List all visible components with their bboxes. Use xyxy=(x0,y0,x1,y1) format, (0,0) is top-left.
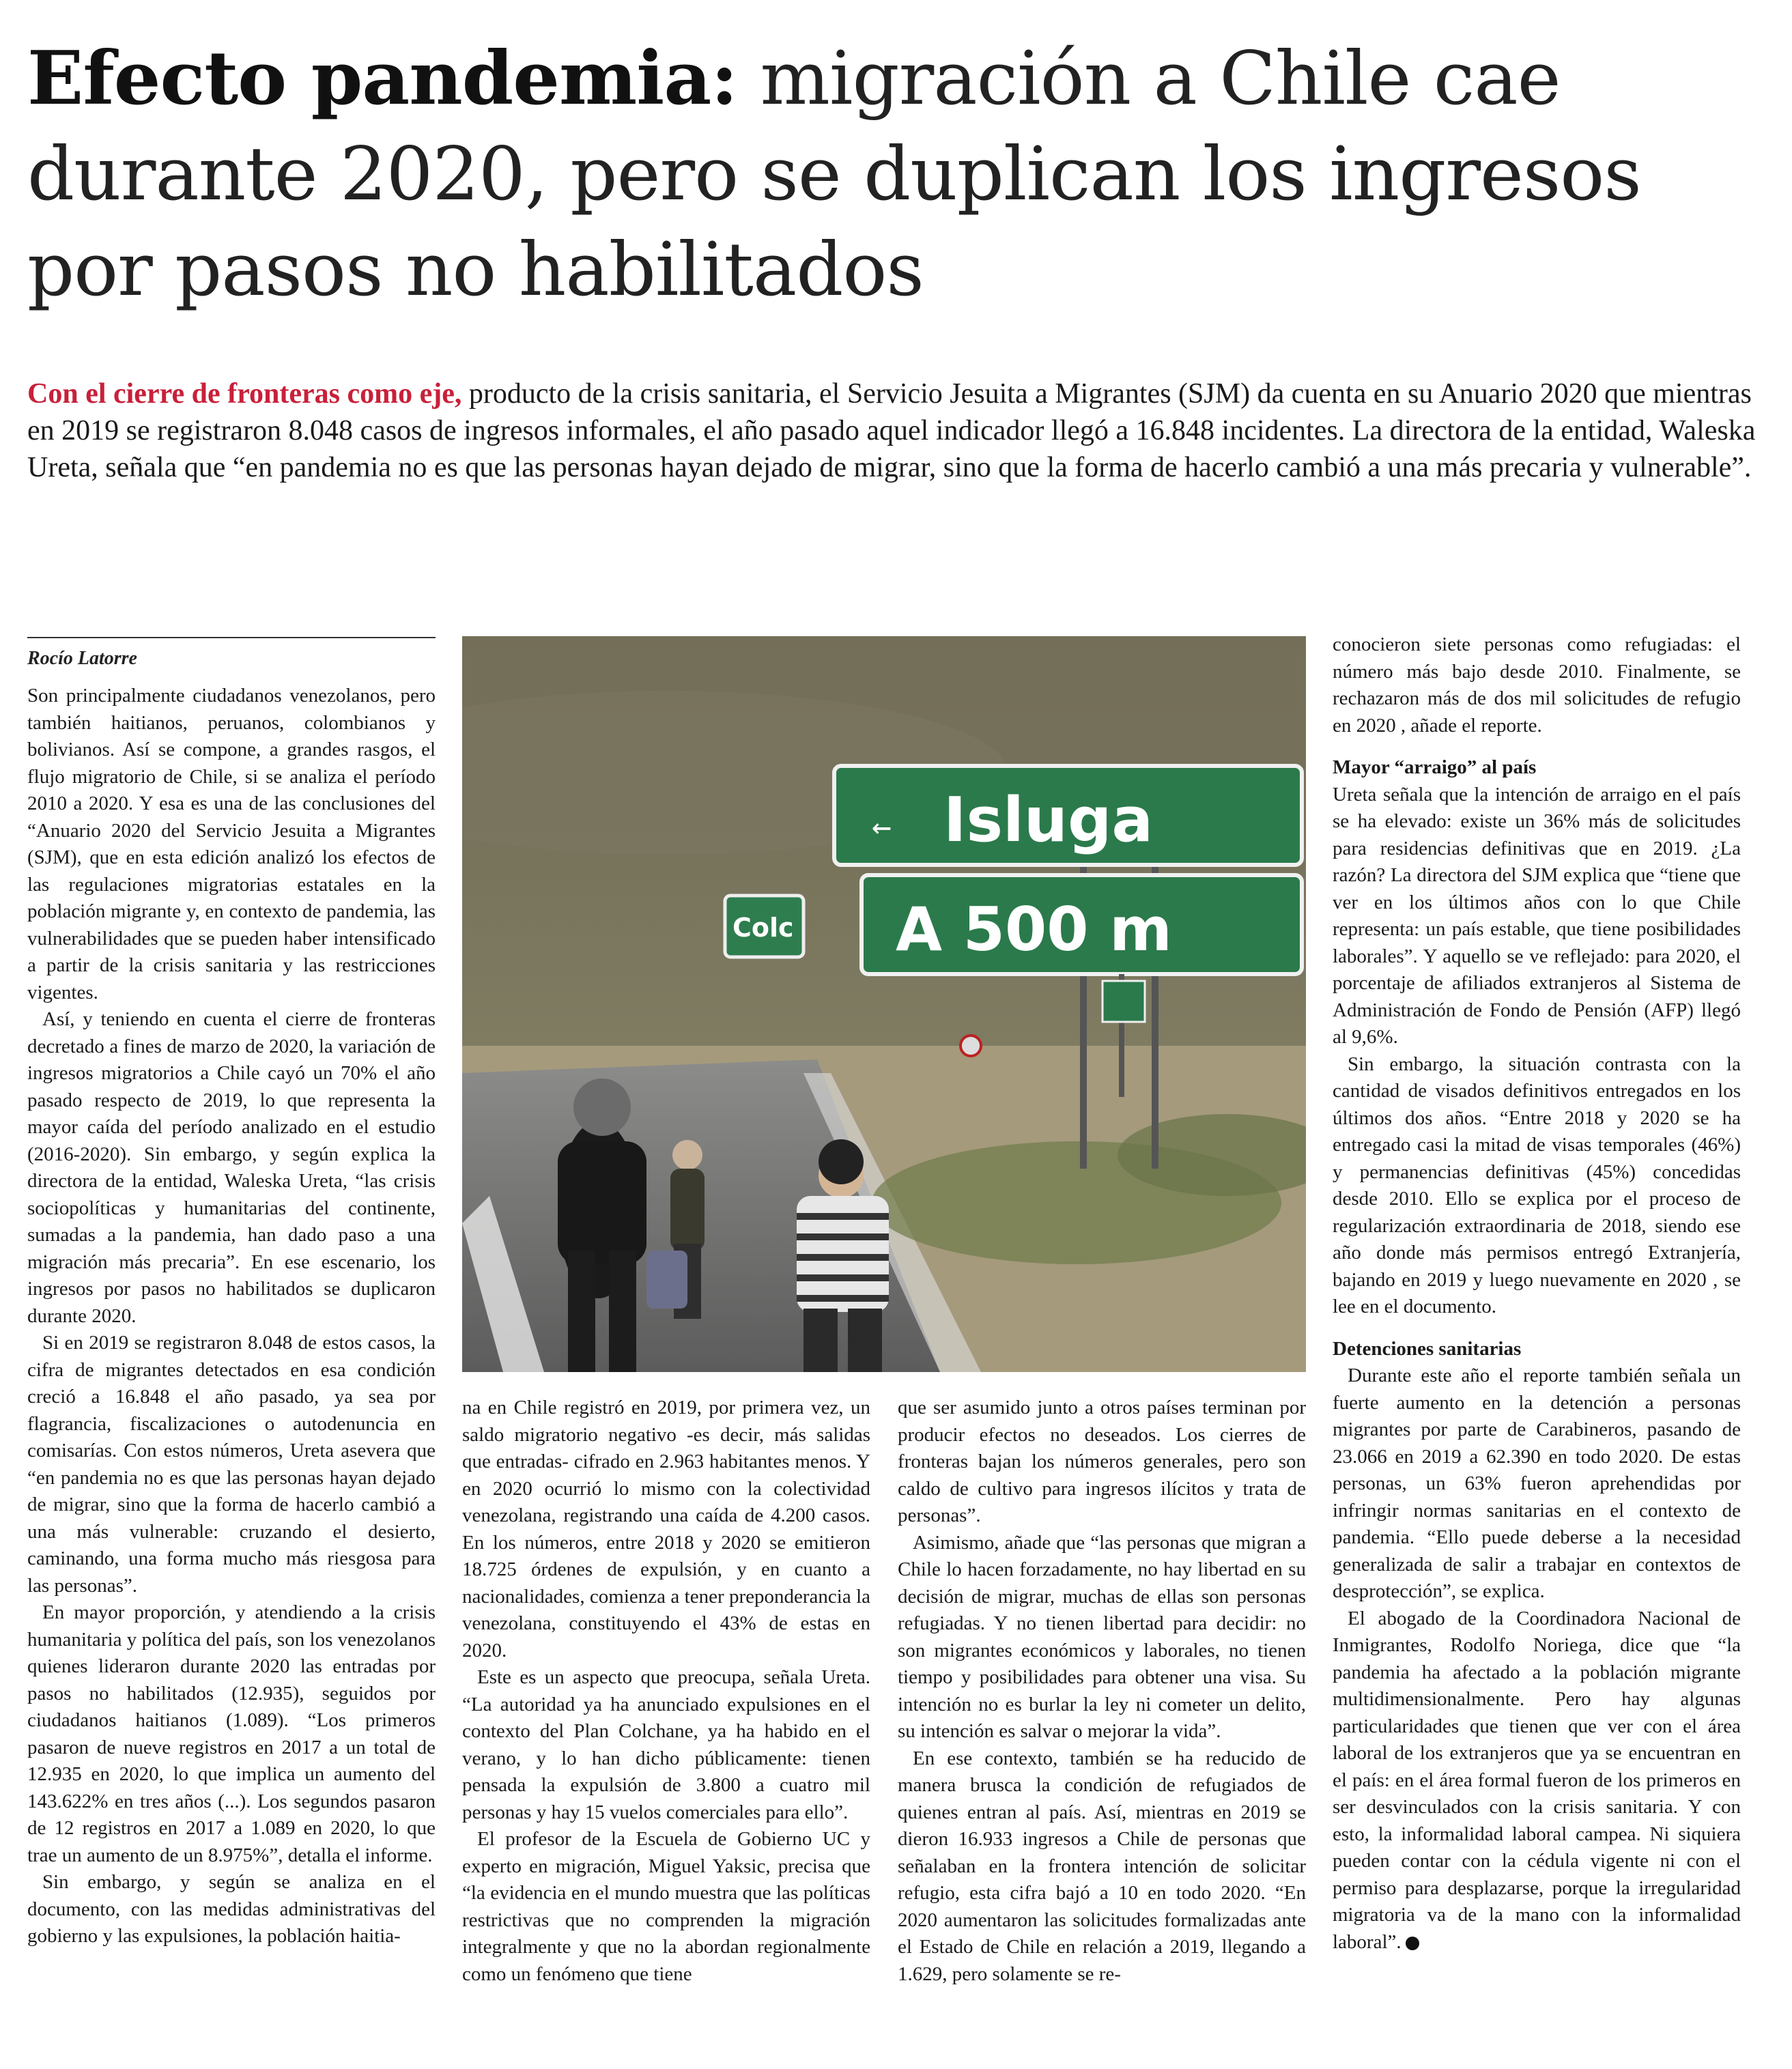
lead-paragraph xyxy=(27,375,1761,486)
headline-rest: migración a Chile cae durante 2020, pero se duplican los ingresos por pasos no habilitados xyxy=(27,36,1641,313)
column-2 xyxy=(462,1395,870,1988)
col3-paragraph-3: En ese contexto, también se ha reducido de manera brusca la condición de refugiados de quienes entran al país. Así, mientras en 2019 se dieron 16.933 ingresos a Chile de personas que señalaban en la frontera intención de solicitar refugio, esta cifra bajó a 10 en todo 2020. “En 2020 aumentaron las solicitudes formalizadas ante el Estado de Chile en relación a 2019, llegando a 1.629, pero solamente se re- xyxy=(898,1747,1306,1985)
col1-paragraph-2: Así, y teniendo en cuenta el cierre de fronteras decretado a fines de marzo de 2020, la variación de ingresos migratorios a Chile cayó un 70% el año pasado respecto de 2019, lo que representa la mayor caída del período analizado en el estudio (2016-2020). Sin embargo, y según explica la directora de la entidad, Waleska Ureta, “las crisis sociopolíticas y humanitarias del continente, sumadas a la pandemia, han dado paso a una migración más precaria”. En ese escenario, los ingresos por pasos no habilitados se duplicaron durante 2020. xyxy=(27,1008,436,1327)
headline-bold: Efecto pandemia: xyxy=(27,35,738,122)
col4-paragraph-1: conocieron siete personas como refugiadas: el número más bajo desde 2010. Finalmente, se rechazaron más de dos mil solicitudes de refugio en 2020 , añade el reporte. xyxy=(1333,633,1741,737)
byline: Rocío Latorre xyxy=(27,637,436,670)
col4-paragraph-5 xyxy=(1333,1606,1741,1956)
col3-paragraph-2: Asimismo, añade que “las personas que migran a Chile lo hacen forzadamente, no hay libertad en su decisión de migrar, muchas de ellas son personas refugiadas. Y no tienen libertad para decidir: no son migrantes económicos y laborales, no tienen tiempo y posibilidades para obtener una visa. Su intención no es burlar la ley ni cometer un delito, su intención es salvar o mejorar la vida”. xyxy=(898,1531,1306,1742)
photo-illustration xyxy=(462,636,1306,1372)
lead-text: producto de la crisis sanitaria, el Servicio Jesuita a Migrantes (SJM) da cuenta en su Anuario 2020 que mientras en 2019 se registraron 8.048 casos de ingresos informales, el año pasado aquel indicador llegó a 16.848 incidentes. La directora de la entidad, Waleska Ureta, señala que “en pandemia no es que las personas hayan dejado de migrar, sino que la forma de hacerlo cambió a una más precaria y vulnerable”. xyxy=(27,378,1756,483)
col1-paragraph-1: Son principalmente ciudadanos venezolanos, pero también haitianos, peruanos, colombianos y bolivianos. Así se compone, a grandes rasgos, el flujo migratorio de Chile, si se analiza el período 2010 a 2020. Y esa es una de las conclusiones del “Anuario 2020 del Servicio Jesuita a Migrantes (SJM), que en esta edición analizó los efectos de las regulaciones migratorias estatales en la población migrante y, en contexto de pandemia, las vulnerabilidades que se pueden haber intensificado a partir de la crisis sanitaria y las restricciones vigentes. xyxy=(27,685,436,1003)
col2-paragraph-3: El profesor de la Escuela de Gobierno UC y experto en migración, Miguel Yaksic, precisa que “la evidencia en el mundo muestra que las políticas restrictivas que no comprenden la migración integralmente y que no la abordan regionalmente como un fenómeno que tiene xyxy=(462,1828,870,1985)
end-of-article-icon xyxy=(1406,1937,1419,1950)
lead-kicker: Con el cierre de fronteras como eje, xyxy=(27,378,462,410)
sign-small-text: Colc xyxy=(733,913,794,943)
col4-paragraph-4: Durante este año el reporte también señala un fuerte aumento en la detención a personas migrantes por parte de Carabineros, pasando de 23.066 en 2019 a 62.390 en todo 2020. De estas personas, un 63% fueron aprehendidas por infringir normas sanitarias en el contexto de pandemia. “Ello puede deberse a la necesidad generalizada de salir a trabajar en contextos de desprotección”, se explica. xyxy=(1333,1365,1741,1602)
headline xyxy=(27,31,1775,318)
photo-migrants-road xyxy=(462,636,1306,1372)
col1-paragraph-3: Si en 2019 se registraron 8.048 de estos casos, la cifra de migrantes detectados en esa condición creció a 16.848 el año pasado, ya sea por flagrancia, fiscalizaciones o autodenuncia en comisarías. Con estos números, Ureta asevera que “en pandemia no es que las personas hayan dejado de migrar, sino que la forma de hacerlo cambió a una más vulnerable: cruzando el desierto, caminando, una forma mucho más riesgosa para las personas”. xyxy=(27,1332,436,1597)
col4-paragraph-3: Sin embargo, la situación contrasta con la cantidad de visados definitivos entregados en los últimos dos años. “Entre 2018 y 2020 se ha entregado casi la mitad de visas temporales (46%) y permanencias definitivas (45%) concedidas desde 2010. Ello se explica por el proceso de regularización extraordinaria de 2018, siendo ese año donde más permisos entregó Extranjería, bajando en 2019 y luego nuevamente en 2020 , se lee en el documento. xyxy=(1333,1053,1741,1317)
subhead-arraigo: Mayor “arraigo” al país xyxy=(1333,756,1537,778)
column-3 xyxy=(898,1395,1306,1988)
col4-paragraph-2: Ureta señala que la intención de arraigo en el país se ha elevado: existe un 36% más de solicitudes para residencias definitivas que en 2019. ¿La razón? La directora del SJM explica que “tiene que ver en los últimos años con lo que Chile representa: un país estable, que tiene posibilidades laborales”. Y aquello se ve reflejado: para 2020, el porcentaje de afiliados extranjeros al Sistema de Administración de Fondo de Pensión (AFP) llegó al 9,6%. xyxy=(1333,783,1741,1048)
col2-paragraph-2: Este es un aspecto que preocupa, señala Ureta. “La autoridad ya ha anunciado expulsiones en el contexto del Plan Colchane, ya ha habido en el verano, y lo han dicho públicamente: tienen pensada la expulsión de 3.800 a cuatro mil personas y hay 15 vuelos comerciales para ello”. xyxy=(462,1666,870,1823)
col1-paragraph-5: Sin embargo, y según se analiza en el documento, con las medidas administrativas del gobierno y las expulsiones, la población haitia- xyxy=(27,1871,436,1947)
column-4 xyxy=(1333,631,1741,1956)
sign-arrow-icon: ← xyxy=(872,808,892,846)
col2-paragraph-1: na en Chile registró en 2019, por primera vez, un saldo migratorio negativo -es decir, más salidas que entradas- cifrado en 2.963 habitantes menos. Y en 2020 ocurrió lo mismo con la colectividad venezolana, registrando una caída de 4.200 casos. En los números, entre 2018 y 2020 se emitieron 18.725 órdenes de expulsión, y en cuanto a nacionalidades, comienza a tener preponderancia la venezolana, constituyendo el 43% de estas en 2020. xyxy=(462,1397,870,1661)
sign-top-text: Isluga xyxy=(943,784,1154,856)
col3-paragraph-1: que ser asumido junto a otros países terminan por producir efectos no deseados. Los cierres de fronteras bajan los números generales, pero son caldo de cultivo para ingresos ilícitos y trata de personas”. xyxy=(898,1397,1306,1526)
subhead-detenciones: Detenciones sanitarias xyxy=(1333,1337,1522,1360)
col4-paragraph-5-text: El abogado de la Coordinadora Nacional de Inmigrantes, Rodolfo Noriega, dice que “la pandemia ha afectado a la población migrante multidimensionalmente. Pero hay algunas particularidades que tienen que ver con el área laboral de los extranjeros que ya se encuentran en el país: en el área formal fueron de los primeros en ser desvinculados con la crisis sanitaria. Y con esto, la informalidad laboral campea. Ni siquiera pueden contar con la cédula vigente ni con el permiso para desplazarse, porque la irregularidad migratoria va de la mano con la informalidad laboral”. xyxy=(1333,1607,1741,1953)
col1-paragraph-4: En mayor proporción, y atendiendo a la crisis humanitaria y política del país, son los venezolanos quienes lideraron durante 2020 las entradas por pasos no habilitados (12.935), seguidos por ciudadanos haitianos (1.089). “Los primeros pasaron de nueve registros en 2017 a un total de 12.935 en 2020, lo que implica un aumento del 143.622% en tres años (...). Los segundos pasaron de 12 registros en 2017 a 1.089 en 2020, lo que trae un aumento de un 8.975%”, detalla el informe. xyxy=(27,1601,436,1866)
sign-bottom-text: A 500 m xyxy=(896,894,1172,965)
column-1 xyxy=(27,683,436,1950)
